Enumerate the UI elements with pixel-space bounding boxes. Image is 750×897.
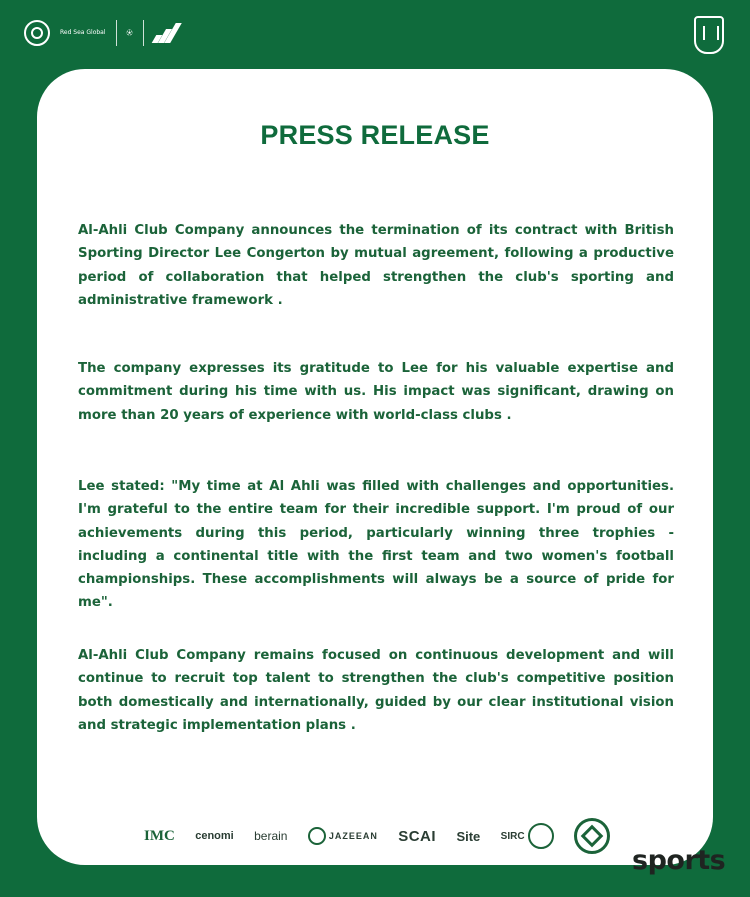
scai-logo: SCAI bbox=[398, 827, 437, 845]
page-title: PRESS RELEASE bbox=[260, 120, 490, 150]
paragraph-future: Al-Ahli Club Company remains focused on continuous development and will continue to recruit top talent to strengthen the club's competitive position both domestically and internationally, guided by our clear institutional vision and strategic implementation plans . bbox=[78, 648, 674, 733]
paragraph-termination: Al-Ahli Club Company announces the termination of its contract with British Sporting Director Lee Congerton by mutual agreement, following a productive period of collaboration that helped strengthen the club's sporting and administrative framework . bbox=[78, 223, 674, 308]
site-logo: Site bbox=[456, 828, 481, 844]
imc-logo: IMC bbox=[144, 827, 175, 844]
berain-logo: berain bbox=[254, 829, 288, 843]
divider bbox=[143, 20, 144, 46]
red-sea-global-logo-icon bbox=[24, 20, 50, 46]
paragraph-quote: Lee stated: "My time at Al Ahli was filled with challenges and opportunities. I'm grateful to the entire team for their incredible support. I'm proud of our achievements during this period, particularly winning three trophies - including a continental title with the first team and two women's football championships. These accomplishments will always be a source of pride for me". bbox=[78, 479, 674, 611]
top-sponsors bbox=[24, 20, 176, 46]
top-sponsor-bar bbox=[0, 0, 750, 68]
divider bbox=[116, 20, 117, 46]
sports-watermark: sports bbox=[632, 845, 726, 876]
al-ahli-crest-icon bbox=[694, 16, 724, 54]
saudi-league-ball-icon bbox=[574, 818, 610, 854]
jazeean-logo: JAZEEAN bbox=[308, 827, 378, 845]
tournament-logo-icon: ⚽︎ bbox=[126, 29, 133, 37]
sirc-logo: SIRC bbox=[501, 823, 554, 849]
adidas-logo-icon bbox=[154, 23, 176, 43]
cenomi-logo: cenomi bbox=[195, 830, 234, 842]
sirc-icon bbox=[528, 823, 554, 849]
sponsor-logo-strip bbox=[144, 818, 610, 854]
paragraph-gratitude: The company expresses its gratitude to Lee for his valuable expertise and commitment during his time with us. His impact was significant, drawing on more than 20 years of experience with world-class clubs . bbox=[78, 361, 674, 423]
jazeean-icon bbox=[308, 827, 326, 845]
press-release-card bbox=[37, 69, 713, 865]
red-sea-global-label: Red Sea Global bbox=[60, 29, 106, 36]
